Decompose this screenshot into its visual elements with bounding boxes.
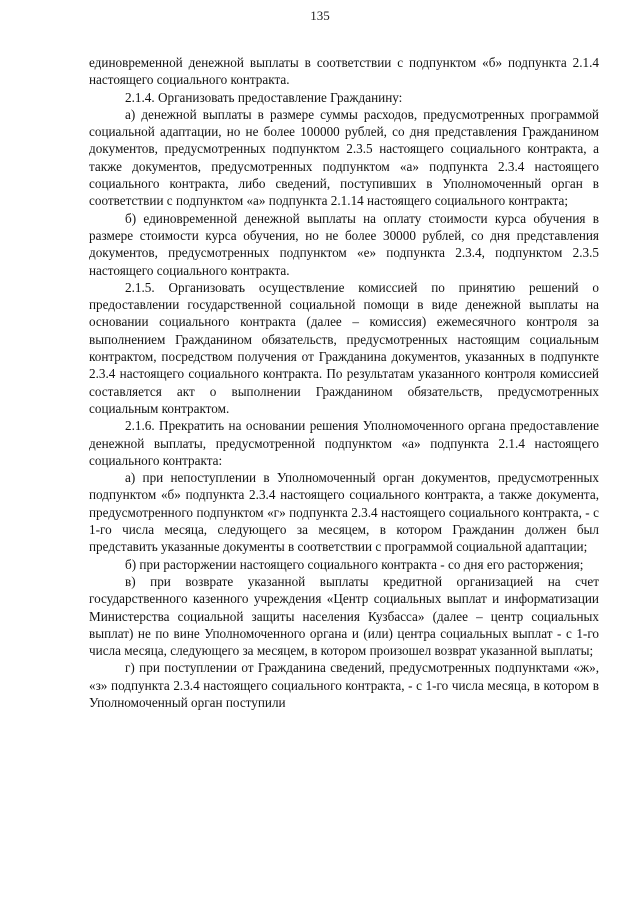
paragraph-2-1-6-b: б) при расторжении настоящего социального контракта - со дня его расторжения; bbox=[125, 556, 584, 572]
document-body bbox=[89, 54, 599, 711]
paragraph-2-1-4: 2.1.4. Организовать предоставление Гражданину: bbox=[125, 89, 403, 105]
paragraph-continuation: единовременной денежной выплаты в соответствии с подпунктом «б» подпункта 2.1.4 настоящего социального контракта. bbox=[89, 55, 599, 88]
paragraph-2-1-4-a: а) денежной выплаты в размере суммы расходов, предусмотренных программой социальной адаптации, но не более 100000 рублей, со дня представления Гражданином документов, предусмотренных подпунктом 2.3.5 настоящего социального контракта, а также документов, предусмотренных подпунктом «а» подпункта 2.3.4 настоящего социального контракта, либо сведений, поступивших в Уполномоченный орган в соответствии с подпунктом «а» подпункта 2.1.14 настоящего социального контракта; bbox=[89, 106, 599, 209]
paragraph-2-1-6-a: а) при непоступлении в Уполномоченный орган документов, предусмотренных подпунктом «б» подпункта 2.3.4 настоящего социального контракта, а также документа, предусмотренного подпунктом «г» подпункта 2.3.4 настоящего социального контракта, - с 1-го числа месяца, следующего за месяцем, в котором Гражданин должен был представить указанные документы в соответствии с программой социальной адаптации; bbox=[89, 470, 599, 555]
paragraph-2-1-4-b: б) единовременной денежной выплаты на оплату стоимости курса обучения в размере стоимости курса обучения, но не более 30000 рублей, со дня представления документов, предусмотренных подпунктом «е» подпункта 2.3.4, подпунктом 2.3.5 настоящего социального контракта. bbox=[89, 210, 599, 278]
paragraph-2-1-5: 2.1.5. Организовать осуществление комиссией по принятию решений о предоставлении государственной социальной помощи в виде денежной выплаты на основании социального контракта (далее – комиссия) ежемесячного контроля за выполнением Гражданином обязательств, предусмотренных настоящим социальным контрактом, посредством получения от Гражданина документов, указанных в подпункте 2.3.4 настоящего социального контракта. По результатам указанного контроля комиссией составляется акт о выполнении Гражданином обязательств, предусмотренных социальным контрактом. bbox=[89, 279, 599, 416]
page-number: 135 bbox=[310, 8, 330, 23]
paragraph-2-1-6-g: г) при поступлении от Гражданина сведений, предусмотренных подпунктами «ж», «з» подпункта 2.3.4 настоящего социального контракта, - с 1-го числа месяца, в котором в Уполномоченный орган поступили bbox=[89, 660, 599, 710]
paragraph-2-1-6: 2.1.6. Прекратить на основании решения Уполномоченного органа предоставление денежной выплаты, предусмотренной подпунктом «а» подпункта 2.1.4 настоящего социального контракта: bbox=[89, 418, 599, 468]
paragraph-2-1-6-v: в) при возврате указанной выплаты кредитной организацией на счет государственного казенного учреждения «Центр социальных выплат и информатизации Министерства социальной защиты населения Кузбасса» (далее – центр социальных выплат) не по вине Уполномоченного органа и (или) центра социальных выплат - с 1-го числа месяца, следующего за месяцем, в котором произошел возврат указанной выплаты; bbox=[89, 573, 599, 659]
